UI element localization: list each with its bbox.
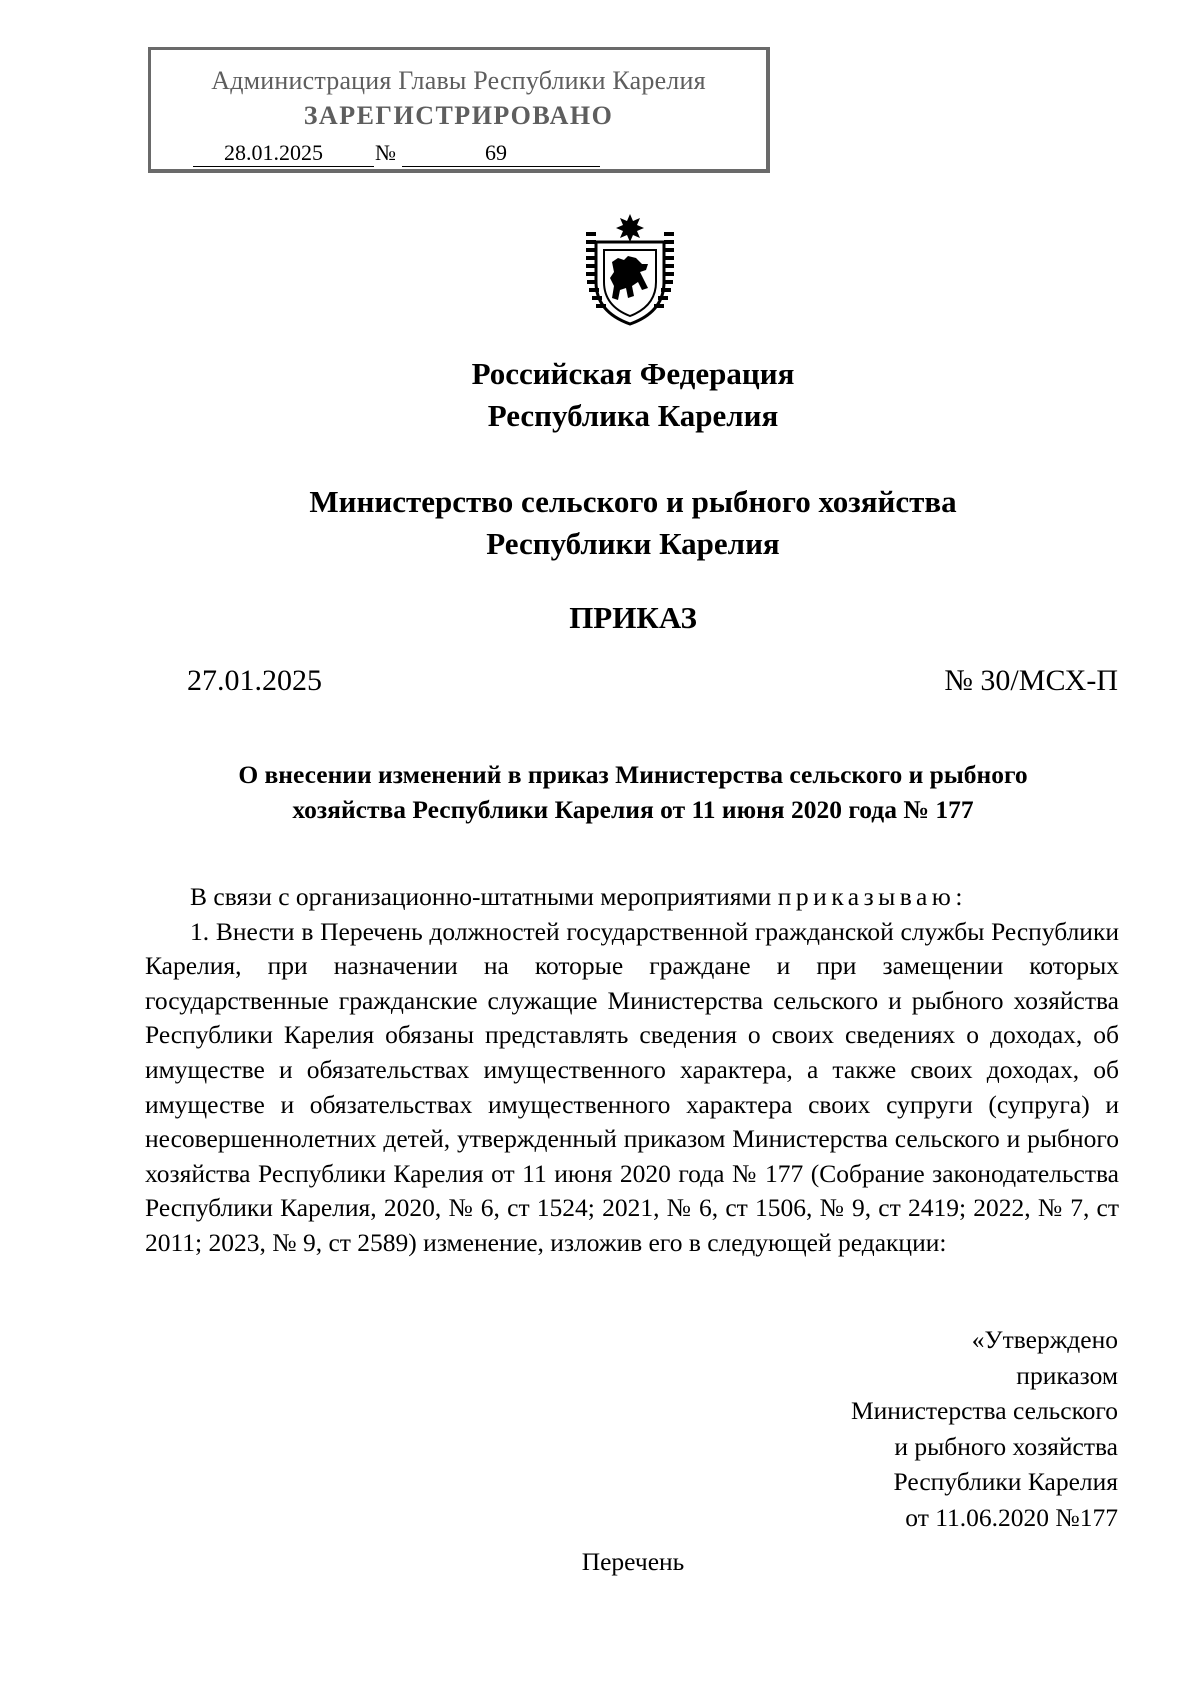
- approval-line-4: и рыбного хозяйства: [894, 1431, 1118, 1461]
- order-number: № 30/МСХ-П: [944, 664, 1118, 697]
- intro-prefix: В связи с организационно-штатными мероприятиями: [190, 882, 778, 911]
- stamp-number-sign: №: [375, 140, 396, 165]
- stamp-organization: Администрация Главы Республики Карелия: [211, 66, 706, 95]
- header-country: Российская Федерация: [471, 356, 795, 391]
- approval-line-5: Республики Карелия: [893, 1467, 1118, 1496]
- emblem-star-icon: [616, 214, 644, 242]
- karelia-coat-of-arms-icon: [582, 212, 678, 326]
- intro-directive: приказываю: [777, 882, 956, 911]
- list-title: Перечень: [581, 1547, 685, 1576]
- subject-line-1: О внесении изменений в приказ Министерства сельского и рыбного: [238, 760, 1028, 789]
- stamp-status: ЗАРЕГИСТРИРОВАНО: [303, 101, 614, 130]
- stamp-number: 69: [485, 140, 507, 165]
- approval-line-2: приказом: [1016, 1360, 1118, 1390]
- stamp-date-field: [193, 141, 374, 167]
- approval-line-3: Министерства сельского: [850, 1396, 1118, 1425]
- approval-line-6: от 11.06.2020 №177: [905, 1502, 1118, 1532]
- header-region: Республика Карелия: [487, 398, 779, 433]
- stamp-number-field: [402, 141, 600, 167]
- registration-stamp: [148, 47, 770, 173]
- document-type: ПРИКАЗ: [569, 600, 697, 635]
- stamp-date: 28.01.2025: [224, 140, 323, 165]
- item-1-paragraph: 1. Внести в Перечень должностей государственной гражданской службы Республики Карелия, при назначении на которые граждане и при замещении которых государственные гражданские служащие Министерства сельского и рыбного хозяйства Республики Карелия обязаны представлять сведения о своих сведениях о доходах, об имуществе и обязательствах имущественного характера, а также своих доходах, об имуществе и обязательствах имущественного характера своих супруги (супруга) и несовершеннолетних детей, утвержденный приказом Министерства сельского и рыбного хозяйства Республики Карелия от 11 июня 2020 года № 177 (Собрание законодательства Республики Карелия, 2020, № 6, ст 1524; 2021, № 6, ст 1506, № 9, ст 2419; 2022, № 7, ст 2011; 2023, № 9, ст 2589) изменение, изложив его в следующей редакции:: [145, 916, 1119, 1257]
- order-date: 27.01.2025: [187, 664, 322, 697]
- approval-line-1: «Утверждено: [971, 1325, 1118, 1354]
- header-ministry-line-1: Министерство сельского и рыбного хозяйства: [309, 484, 957, 519]
- subject-line-2: хозяйства Республики Карелия от 11 июня 2020 года № 177: [292, 795, 974, 824]
- intro-paragraph: [145, 880, 1119, 915]
- header-ministry-line-2: Республики Карелия: [486, 526, 780, 561]
- approval-block: [698, 1322, 1118, 1535]
- order-body: [145, 880, 1119, 1261]
- intro-suffix: :: [955, 882, 963, 911]
